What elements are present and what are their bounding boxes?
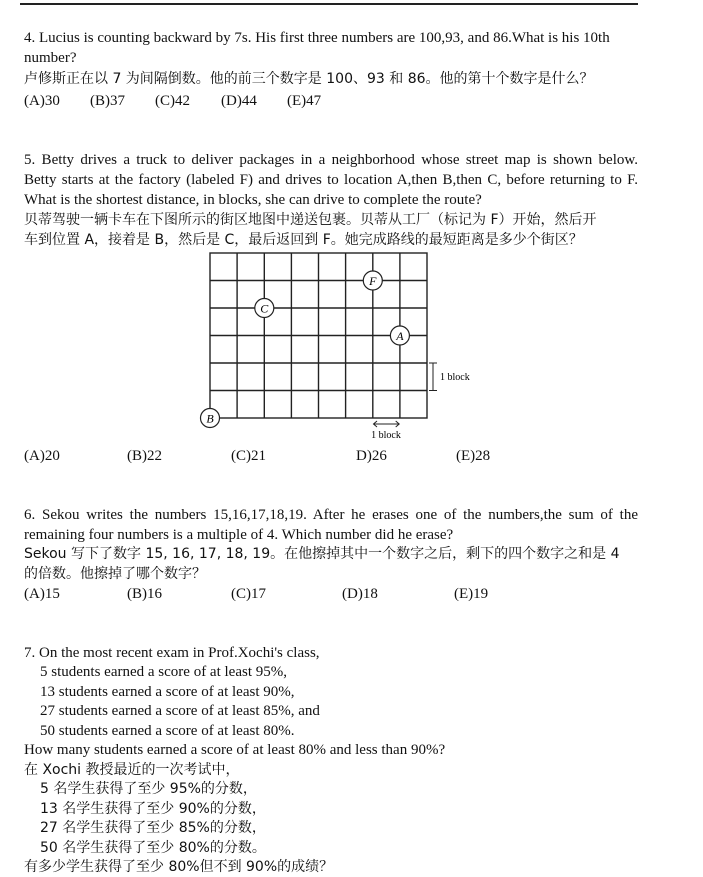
top-rule bbox=[20, 3, 638, 5]
q4-text-en-1: 4. Lucius is counting backward by 7s. His first three numbers are 100,93, and 86.What is his 10th bbox=[24, 30, 610, 46]
q6-option-a: (A)15 bbox=[24, 586, 60, 602]
q6-option-c: (C)17 bbox=[231, 586, 266, 602]
q4-option-a: (A)30 bbox=[24, 93, 60, 109]
q7-item-en-2: 13 students earned a score of at least 90%, bbox=[40, 684, 295, 700]
horizontal-scale-marker bbox=[374, 421, 400, 427]
location-c-label: C bbox=[260, 301, 269, 316]
location-a-marker bbox=[390, 326, 409, 345]
q4-text-en-2: number? bbox=[24, 50, 77, 66]
q7-item-zh-2: 13 名学生获得了至少 90%的分数， bbox=[40, 801, 266, 817]
q5-option-e: (E)28 bbox=[456, 448, 491, 464]
q7-intro-zh: 在 Xochi 教授最近的一次考试中， bbox=[24, 762, 240, 778]
location-c-marker bbox=[255, 299, 274, 318]
q7-item-en-4: 50 students earned a score of at least 80%. bbox=[40, 723, 295, 739]
q4-option-b: (B)37 bbox=[90, 93, 125, 109]
q4-option-d: (D)44 bbox=[221, 93, 257, 109]
location-f-label: F bbox=[369, 274, 377, 288]
location-f-marker bbox=[363, 271, 382, 290]
q5-text-en-3: What is the shortest distance, in blocks, she can drive to complete the route? bbox=[24, 192, 482, 208]
q5-text-en-2: Betty starts at the factory (labeled F) and drives to location A,then B,then C, before returning to F. bbox=[24, 172, 638, 188]
q5-text-en-1: 5. Betty drives a truck to deliver packages in a neighborhood whose street map is shown below. bbox=[24, 152, 638, 168]
q7-item-zh-3: 27 名学生获得了至少 85%的分数， bbox=[40, 820, 266, 836]
location-a-label: A bbox=[396, 329, 404, 343]
q5-option-a: (A)20 bbox=[24, 448, 60, 464]
q7-item-zh-4: 50 名学生获得了至少 80%的分数。 bbox=[40, 840, 266, 856]
q6-text-zh-2: 的倍数。他擦掉了哪个数字？ bbox=[24, 566, 206, 582]
q5-option-b: (B)22 bbox=[127, 448, 162, 464]
q4-option-e: (E)47 bbox=[287, 93, 322, 109]
q7-question-en: How many students earned a score of at least 80% and less than 90%? bbox=[24, 742, 446, 758]
location-b-marker bbox=[201, 409, 220, 428]
q7-intro-en: 7. On the most recent exam in Prof.Xochi's class, bbox=[24, 645, 320, 661]
q6-text-en-1: 6. Sekou writes the numbers 15,16,17,18,19. After he erases one of the numbers,the sum of the bbox=[24, 507, 638, 523]
q6-text-en-2: remaining four numbers is a multiple of 4. Which number did he erase? bbox=[24, 527, 454, 543]
q6-text-zh-1: Sekou 写下了数字 15, 16, 17, 18, 19。在他擦掉其中一个数字之后，剩下的四个数字之和是 4 bbox=[24, 546, 620, 562]
q5-option-d: D)26 bbox=[356, 448, 387, 464]
q5-option-c: (C)21 bbox=[231, 448, 266, 464]
q6-option-b: (B)16 bbox=[127, 586, 162, 602]
q7-item-en-3: 27 students earned a score of at least 85%, and bbox=[40, 703, 320, 719]
q6-option-d: (D)18 bbox=[342, 586, 378, 602]
q7-item-zh-1: 5 名学生获得了至少 95%的分数， bbox=[40, 781, 257, 797]
q4-text-zh: 卢修斯正在以 7 为间隔倒数。他的前三个数字是 100、93 和 86。他的第十个数字是什么？ bbox=[24, 71, 594, 87]
horizontal-scale-label: 1 block bbox=[371, 430, 401, 441]
street-map bbox=[195, 250, 475, 445]
q4-option-c: (C)42 bbox=[155, 93, 190, 109]
q6-option-e: (E)19 bbox=[454, 586, 489, 602]
vertical-scale-label: 1 block bbox=[440, 372, 470, 383]
location-b-label: B bbox=[206, 411, 214, 426]
q5-text-zh-1: 贝蒂驾驶一辆卡车在下图所示的街区地图中递送包裹。贝蒂从工厂（标记为 F）开始，然后开 bbox=[24, 212, 597, 228]
q7-question-zh: 有多少学生获得了至少 80%但不到 90%的成绩？ bbox=[24, 859, 334, 875]
q7-item-en-1: 5 students earned a score of at least 95%, bbox=[40, 664, 287, 680]
q5-text-zh-2: 车到位置 A，接着是 B，然后是 C，最后返回到 F。她完成路线的最短距离是多少个街区？ bbox=[24, 232, 583, 248]
vertical-scale-marker bbox=[429, 363, 437, 391]
